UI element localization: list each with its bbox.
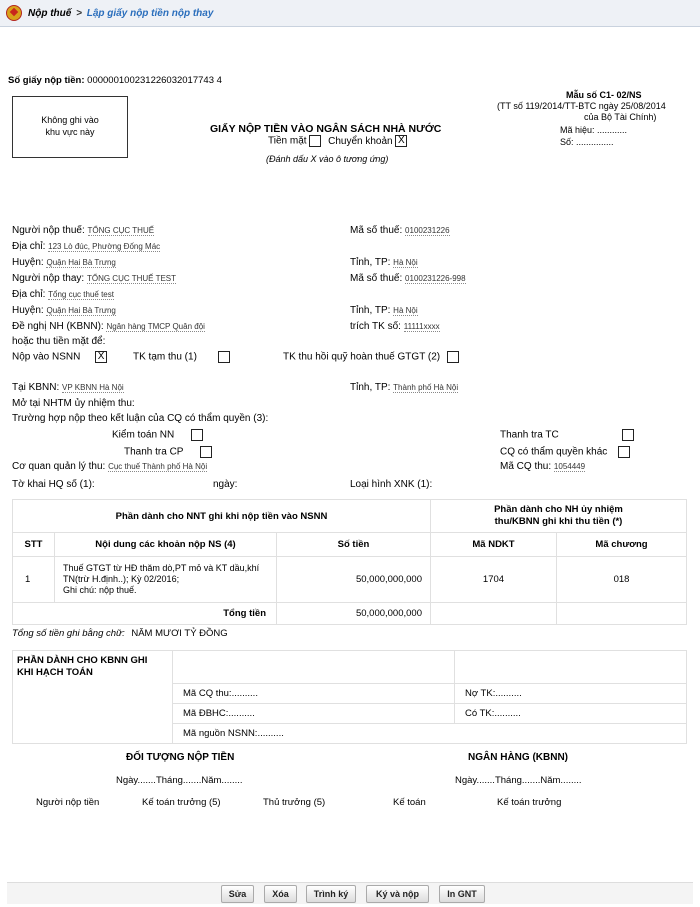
kbnn-no-tk: Nợ TK:.......... [455,684,687,704]
col-ndkt: Mã NDKT [431,533,557,557]
proxy-addr-value: Tổng cục thuế test [48,290,114,299]
form-code-ma-hieu: Mã hiệu: ............ [560,125,628,135]
payer-district-label: Huyện: [12,257,44,268]
proxy-district-value: Quận Hai Bà Trưng [46,306,116,315]
edit-button[interactable]: Sửa [221,885,254,903]
delete-button[interactable]: Xóa [264,885,297,903]
submit-for-sign-button[interactable]: Trình ký [306,885,356,903]
case-label: Trường hợp nộp theo kết luận của CQ có thẩm quyền (3): [12,413,269,424]
cash-label: Tiền mặt [268,135,307,147]
breadcrumb [28,8,213,19]
top-bar [0,0,700,27]
sign-left-title: ĐỐI TƯỢNG NỘP TIỀN [126,752,235,763]
kbnn-ma-nguon: Mã nguồn NSNN:.......... [173,724,687,744]
manager-row [12,461,207,472]
national-emblem-icon [6,5,22,21]
payment-table [12,499,687,625]
row-amount: 50,000,000,000 [277,557,431,603]
form-code-so: Số: ............... [560,137,614,147]
payment-method-row [268,135,407,147]
thanh-tra-cp-label: Thanh tra CP [124,446,184,458]
no-write-box [12,96,128,158]
form-title: GIẤY NỘP TIỀN VÀO NGÂN SÁCH NHÀ NƯỚC [210,123,442,135]
row-content-line1: Thuế GTGT từ HĐ thăm dò,PT mỏ và KT dầu,khí [63,563,260,573]
xnk-label: Loại hình XNK (1): [350,479,433,490]
total-amount: 50,000,000,000 [277,603,431,625]
cash-checkbox[interactable] [309,135,321,147]
thanh-tra-cp-checkbox[interactable] [200,446,212,458]
payer-addr-value: 123 Lò đúc, Phường Đống Mác [48,242,161,251]
kbnn-province-row [350,382,458,393]
kbnn-co-tk: Có TK:.......... [455,704,687,724]
proxy-name-value: TỔNG CỤC THUẾ TEST [86,274,177,283]
doc-number-label: Số giấy nộp tiền: [8,75,85,86]
proxy-addr-label: Địa chỉ: [12,289,46,300]
bank-account-row [350,321,440,332]
proxy-district-label: Huyện: [12,305,44,316]
kiem-toan-label: Kiểm toán NN [112,429,175,441]
manager-label: Cơ quan quản lý thu: [12,461,106,472]
sign-head: Thủ trưởng (5) [263,797,326,808]
payer-province-label: Tỉnh, TP: [350,257,391,268]
table-row [13,557,687,603]
proxy-province-value: Hà Nội [393,306,418,315]
doc-number-value: 000000100231226032017743 4 [87,75,222,86]
table-left-header: Phần dành cho NNT ghi khi nộp tiền vào NSNN [13,500,431,533]
kbnn-accounting-table [12,650,687,744]
payer-tax-label: Mã số thuế: [350,225,403,236]
payer-addr-row [12,241,160,252]
nhtm-label: Mở tại NHTM ủy nhiệm thu: [12,398,135,409]
sign-and-submit-button[interactable]: Ký và nộp [366,885,429,903]
manager-value: Cục thuế Thành phố Hà Nội [108,462,208,471]
payer-addr-label: Địa chỉ: [12,241,46,252]
option-temp [133,351,230,363]
kbnn-empty-a [173,651,455,684]
thanh-tra-cp-row [124,446,212,458]
words-row [12,628,228,639]
bank-request-row [12,321,205,332]
col-amount: Số tiền [277,533,431,557]
row-ndkt: 1704 [431,557,557,603]
customs-date-label: ngày: [213,479,238,490]
row-content-line2: TN(trừ H.định..); Kỳ 02/2016; [63,574,180,584]
kbnn-row [12,382,124,393]
proxy-province-row [350,305,418,316]
col-stt: STT [13,533,55,557]
cash-purpose-label: hoặc thu tiền mặt để: [12,336,106,347]
cq-khac-label: CQ có thẩm quyền khác [500,446,608,458]
proxy-addr-row [12,289,114,300]
col-content: Nội dung các khoản nộp NS (4) [55,533,277,557]
sign-accountant: Kế toán [393,797,426,808]
proxy-province-label: Tỉnh, TP: [350,305,391,316]
kbnn-section-title [13,651,173,744]
bank-request-value: Ngân hàng TMCP Quân đội [106,322,205,331]
proxy-name-label: Người nộp thay: [12,273,85,284]
proxy-name-row [12,273,176,284]
option-refund-label: TK thu hồi quỹ hoàn thuế GTGT (2) [283,351,441,363]
sign-chief-accountant-2: Kế toán trưởng [497,797,562,808]
table-right-header-line2: thu/KBNN ghi khi thu tiền (*) [494,516,623,527]
option-refund [283,351,459,363]
form-code-line1: (TT số 119/2014/TT-BTC ngày 25/08/2014 [497,101,666,111]
bank-account-label: trích TK số: [350,321,401,332]
payer-province-row [350,257,418,268]
payer-province-value: Hà Nội [393,258,418,267]
proxy-tax-label: Mã số thuế: [350,273,403,284]
kbnn-value: VP KBNN Hà Nội [62,383,124,392]
customs-label: Tờ khai HQ số (1): [12,479,95,490]
proxy-tax-row [350,273,466,284]
kbnn-title-line1: PHẦN DÀNH CHO KBNN GHI [17,655,148,666]
cq-code-row [500,461,585,472]
sign-right-date: Ngày.......Tháng.......Năm........ [455,775,582,786]
sign-right-title: NGÂN HÀNG (KBNN) [468,752,568,763]
no-write-line-2: khu vực này [45,127,95,137]
kiem-toan-checkbox[interactable] [191,429,203,441]
option-temp-checkbox[interactable] [218,351,230,363]
doc-number-row [8,75,222,86]
sign-chief-accountant-1: Kế toán trưởng (5) [142,797,221,808]
row-content [55,557,277,603]
sign-left-date: Ngày.......Tháng.......Năm........ [116,775,243,786]
bank-account-value: 11111xxxx [403,322,440,331]
form-code-title: Mẫu số C1- 02/NS [566,90,642,100]
breadcrumb-separator: > [76,8,82,19]
kbnn-title-line2: KHI HẠCH TOÁN [17,667,93,678]
col-chuong: Mã chương [557,533,687,557]
kbnn-ma-dbhc: Mã ĐBHC:.......... [173,704,455,724]
transfer-label: Chuyển khoản [328,135,393,147]
option-nsnn [12,351,107,363]
breadcrumb-root[interactable]: Nộp thuế [28,8,72,19]
kiem-toan-row [112,429,203,441]
table-right-header [431,500,687,533]
transfer-checkbox[interactable]: X [395,135,407,147]
kbnn-empty-b [455,651,687,684]
print-gnt-button[interactable]: In GNT [439,885,485,903]
kbnn-province-label: Tỉnh, TP: [350,382,391,393]
option-refund-checkbox[interactable] [447,351,459,363]
kbnn-ma-cq-thu: Mã CQ thu:.......... [173,684,455,704]
option-nsnn-label: Nộp vào NSNN [12,351,81,363]
words-value: NĂM MƯƠI TỶ ĐỒNG [131,628,228,639]
row-chuong: 018 [557,557,687,603]
thanh-tra-tc-label: Thanh tra TC [500,429,559,441]
payer-name-row [12,225,154,236]
kbnn-province-value: Thành phố Hà Nội [393,383,459,392]
thanh-tra-tc-row [500,429,634,441]
row-stt: 1 [13,557,55,603]
words-label: Tổng số tiền ghi bằng chữ: [12,628,125,639]
option-temp-label: TK tạm thu (1) [133,351,197,363]
payer-name-value: TỔNG CỤC THUẾ [87,226,155,235]
payer-tax-value: 0100231226 [405,226,450,235]
total-empty-2 [557,603,687,625]
proxy-tax-value: 0100231226-998 [405,274,466,283]
total-label: Tổng tiền [13,603,277,625]
checkbox-hint: (Đánh dấu X vào ô tương ứng) [266,154,389,164]
breadcrumb-current[interactable]: Lập giấy nộp tiền nộp thay [86,8,214,19]
sign-payer: Người nộp tiền [36,797,100,808]
proxy-district-row [12,305,116,316]
form-code-line2: của Bộ Tài Chính) [584,112,657,122]
thanh-tra-tc-checkbox[interactable] [622,429,634,441]
payer-tax-row [350,225,450,236]
payer-district-value: Quận Hai Bà Trưng [46,258,116,267]
payer-name-label: Người nộp thuế: [12,225,85,236]
kbnn-label: Tại KBNN: [12,382,60,393]
payer-district-row [12,257,116,268]
cq-code-label: Mã CQ thu: [500,461,552,472]
cq-khac-checkbox[interactable] [618,446,630,458]
table-right-header-line1: Phần dành cho NH ủy nhiệm [494,504,623,515]
total-empty-1 [431,603,557,625]
bank-request-label: Đề nghị NH (KBNN): [12,321,104,332]
option-nsnn-checkbox[interactable]: X [95,351,107,363]
no-write-line-1: Không ghi vào [41,115,99,125]
cq-code-value: 1054449 [553,462,586,471]
row-content-line3: Ghi chú: nộp thuế. [63,585,137,595]
cq-khac-row [500,446,630,458]
